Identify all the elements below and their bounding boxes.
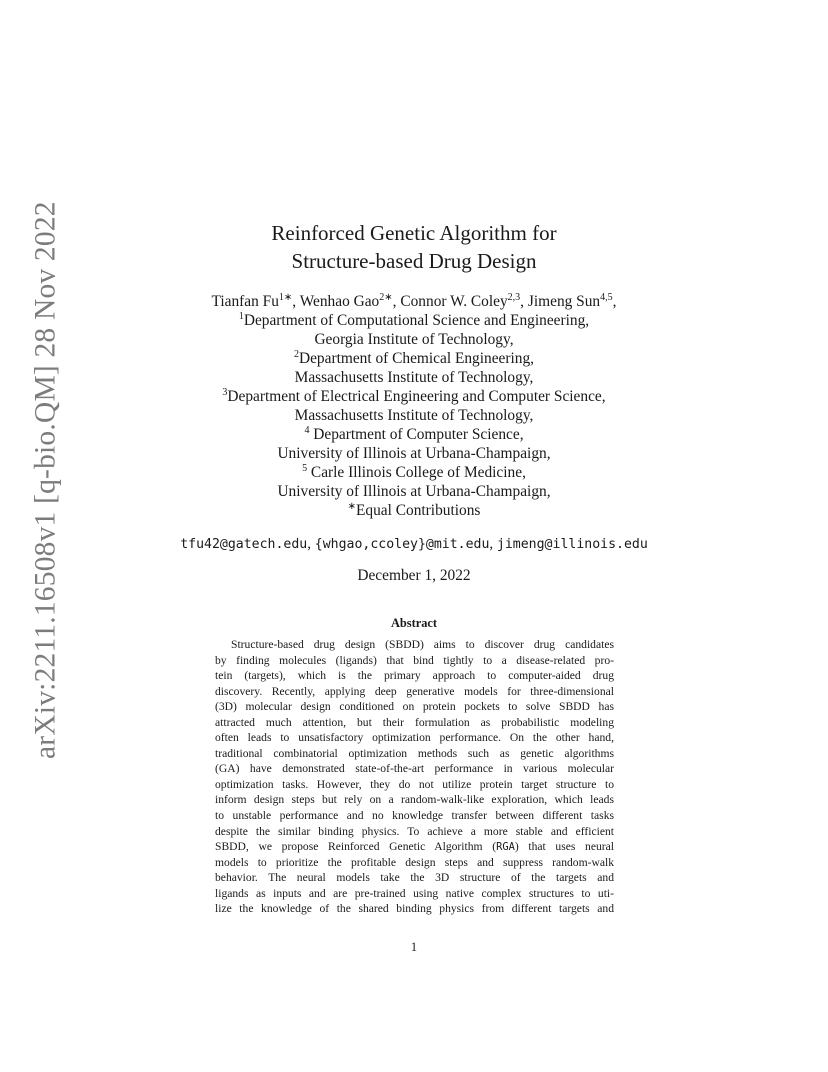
affiliation-mark: 2 — [293, 349, 299, 360]
affiliation-text: University of Illinois at Urbana-Champaign, — [277, 483, 551, 500]
affiliation-line — [0, 501, 828, 520]
paper-title — [0, 219, 828, 275]
arxiv-stamp: arXiv:2211.16508v1 [q-bio.QM] 28 Nov 2022 — [29, 201, 62, 759]
abstract-line: discovery. Recently, applying deep generative models for three-dimensional — [215, 684, 614, 698]
affiliation-text: Equal Contributions — [355, 502, 481, 519]
affiliation-text: Georgia Institute of Technology, — [314, 331, 514, 348]
email-gao-coley: {whgao,ccoley}@mit.edu — [314, 537, 490, 552]
author-separator: , — [612, 293, 617, 310]
author-emails — [0, 535, 828, 554]
abstract-line: (3D) molecular design conditioned on protein pockets to solve SBDD has — [215, 700, 614, 714]
abstract-line-text: ) that uses neural — [514, 840, 614, 854]
rga-code: RGA — [496, 841, 515, 854]
affiliation-mark: ∗ — [347, 501, 356, 512]
affiliation-line — [0, 482, 828, 501]
affiliation-text: Department of Electrical Engineering and Computer Science, — [227, 388, 606, 405]
affiliation-text: Department of Computational Science and Engineering, — [243, 312, 590, 329]
title-line-1: Reinforced Genetic Algorithm for — [271, 221, 557, 245]
affiliation-line — [0, 425, 828, 444]
abstract-line: ligands as inputs and are pre-trained using native complex structures to uti- — [215, 886, 614, 900]
abstract-body — [215, 637, 614, 917]
affiliation-line — [0, 368, 828, 387]
abstract-line: optimization tasks. However, they do not utilize protein target structure to — [215, 777, 614, 791]
author-separator: , — [392, 293, 401, 310]
abstract-line: lize the knowledge of the shared binding physics from different targets and — [215, 902, 614, 916]
affiliation-text: Department of Chemical Engineering, — [298, 350, 535, 367]
affiliation-line — [0, 330, 828, 349]
author-name: Connor W. Coley — [400, 293, 508, 310]
affiliation-mark: 5 — [302, 463, 308, 474]
affiliation-line — [0, 311, 828, 330]
affiliation-line — [0, 463, 828, 482]
abstract-line: (GA) have demonstrated state-of-the-art performance in various molecular — [215, 762, 614, 776]
abstract-line: inform design steps but rely on a random-walk-like exploration, which leads — [215, 793, 614, 807]
author-separator: , — [292, 293, 300, 310]
abstract-line: tein (targets), which is the primary approach to computer-aided drug — [215, 669, 614, 683]
affiliation-line — [0, 349, 828, 368]
affiliation-line — [0, 387, 828, 406]
abstract-heading: Abstract — [390, 616, 438, 630]
affiliation-text: University of Illinois at Urbana-Champaign, — [277, 445, 551, 462]
abstract-line: Structure-based drug design (SBDD) aims to discover drug candidates — [231, 638, 614, 651]
abstract-line: behavior. The neural models take the 3D structure of the targets and — [215, 871, 614, 885]
abstract-line-text: SBDD, we propose Reinforced Genetic Algorithm ( — [215, 840, 497, 854]
affiliation-text: Massachusetts Institute of Technology, — [294, 407, 534, 424]
affiliation-mark: 3 — [222, 387, 228, 398]
abstract-line-rga — [215, 839, 614, 855]
abstract-line: models to prioritize the profitable design steps and suppress random-walk — [215, 855, 614, 869]
affiliation-text: Department of Computer Science, — [309, 426, 524, 443]
affiliation-line — [0, 406, 828, 425]
email-fu: tfu42@gatech.edu — [180, 537, 308, 552]
abstract-line: often leads to unsatisfactory optimization performance. On the other hand, — [215, 731, 614, 745]
author-name: Wenhao Gao — [299, 293, 380, 310]
author-name: Jimeng Sun — [527, 293, 601, 310]
abstract-line: despite the similar binding physics. To achieve a more stable and efficient — [215, 824, 614, 838]
affiliation-text: Carle Illinois College of Medicine, — [307, 464, 526, 481]
affiliation-mark: 4 — [304, 425, 310, 436]
email-separator: , — [489, 536, 497, 552]
abstract-line: by finding molecules (ligands) that bind tightly to a disease-related pro- — [215, 653, 614, 667]
title-line-2: Structure-based Drug Design — [291, 249, 537, 273]
affiliation-text: Massachusetts Institute of Technology, — [294, 369, 534, 386]
author-separator: , — [520, 293, 528, 310]
affiliation-line — [0, 444, 828, 463]
abstract-line: attracted much attention, but their formulation as probabilistic modeling — [215, 715, 614, 729]
author-list — [0, 292, 828, 311]
affiliation-mark: 1 — [238, 311, 244, 322]
abstract-line: traditional combinatorial optimization methods such as genetic algorithms — [215, 746, 614, 760]
author-affiliation-mark: 4,5 — [600, 292, 613, 303]
author-name: Tianfan Fu — [211, 293, 279, 310]
abstract-line: to unstable performance and no knowledge transfer between different tasks — [215, 809, 614, 823]
authors-block — [0, 292, 828, 520]
author-affiliation-mark: 1∗ — [278, 292, 293, 303]
email-separator: , — [307, 536, 315, 552]
email-sun: jimeng@illinois.edu — [496, 537, 648, 552]
author-affiliation-mark: 2,3 — [507, 292, 521, 303]
author-affiliation-mark: 2∗ — [379, 292, 393, 303]
page-number: 1 — [410, 940, 418, 954]
paper-date: December 1, 2022 — [357, 567, 471, 584]
